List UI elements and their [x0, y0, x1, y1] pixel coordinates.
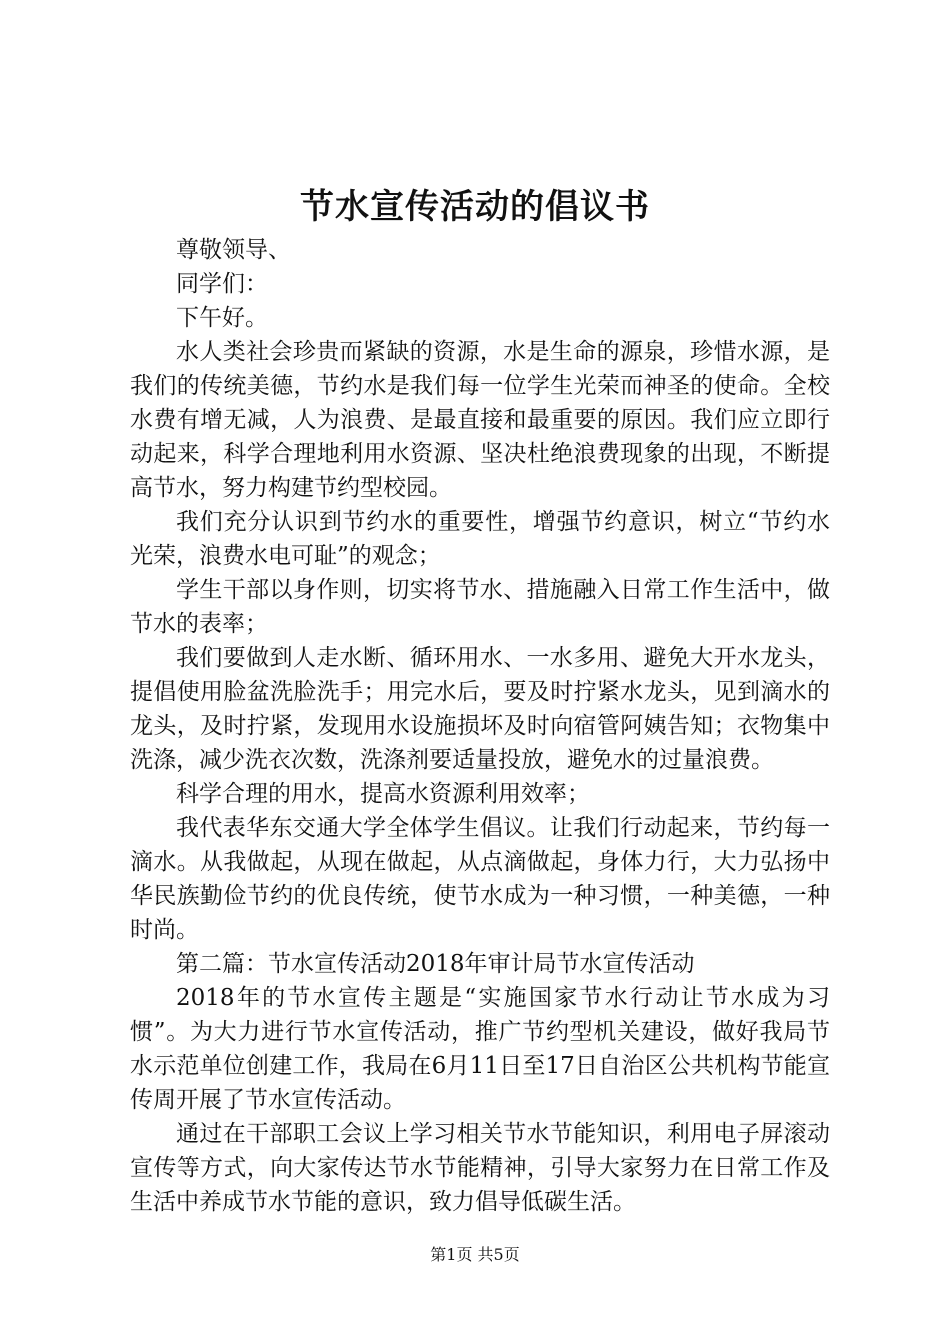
paragraph: 学生干部以身作则，切实将节水、措施融入日常工作生活中，做节水的表率； [130, 577, 830, 637]
salutation-line-2: 同学们： [176, 271, 268, 297]
paragraph: 科学合理的用水，提高水资源利用效率； [176, 781, 590, 807]
paragraph: 我们充分认识到节约水的重要性，增强节约意识，树立“节约水光荣，浪费水电可耻”的观念； [130, 509, 830, 569]
paragraph: 我代表华东交通大学全体学生倡议。让我们行动起来，节约每一滴水。从我做起，从现在做起，从点滴做起，身体力行，大力弘扬中华民族勤俭节约的优良传统，使节水成为一种习惯，一种美德，一种时尚。 [130, 815, 830, 943]
document-body [130, 233, 830, 1219]
paragraph: 我们要做到人走水断、循环用水、一水多用、避免大开水龙头，提倡使用脸盆洗脸洗手；用完水后，要及时拧紧水龙头，见到滴水的龙头，及时拧紧，发现用水设施损坏及时向宿管阿姨告知；衣物集中洗涤，减少洗衣次数，洗涤剂要适量投放，避免水的过量浪费。 [130, 645, 830, 773]
paragraph: 通过在干部职工会议上学习相关节水节能知识，利用电子屏滚动宣传等方式，向大家传达节水节能精神，引导大家努力在日常工作及生活中养成节水节能的意识，致力倡导低碳生活。 [130, 1121, 830, 1215]
paragraph: 2018年的节水宣传主题是“实施国家节水行动让节水成为习惯”。为大力进行节水宣传活动，推广节约型机关建设，做好我局节水示范单位创建工作，我局在6月11日至17日自治区公共机构节能宣传周开展了节水宣传活动。 [130, 985, 830, 1113]
page-indicator: 第1页 共5页 [430, 1245, 520, 1264]
document-title: 节水宣传活动的倡议书 [300, 187, 650, 227]
paragraph: 水人类社会珍贵而紧缺的资源，水是生命的源泉，珍惜水源，是我们的传统美德，节约水是我们每一位学生光荣而神圣的使命。全校水费有增无减，人为浪费、是最直接和最重要的原因。我们应立即行动起来，科学合理地利用水资源、坚决杜绝浪费现象的出现，不断提高节水，努力构建节约型校园。 [130, 339, 830, 501]
salutation-line-1: 尊敬领导、 [176, 237, 291, 263]
greeting-line: 下午好。 [176, 305, 268, 331]
section-heading: 第二篇：节水宣传活动2018年审计局节水宣传活动 [176, 951, 695, 977]
